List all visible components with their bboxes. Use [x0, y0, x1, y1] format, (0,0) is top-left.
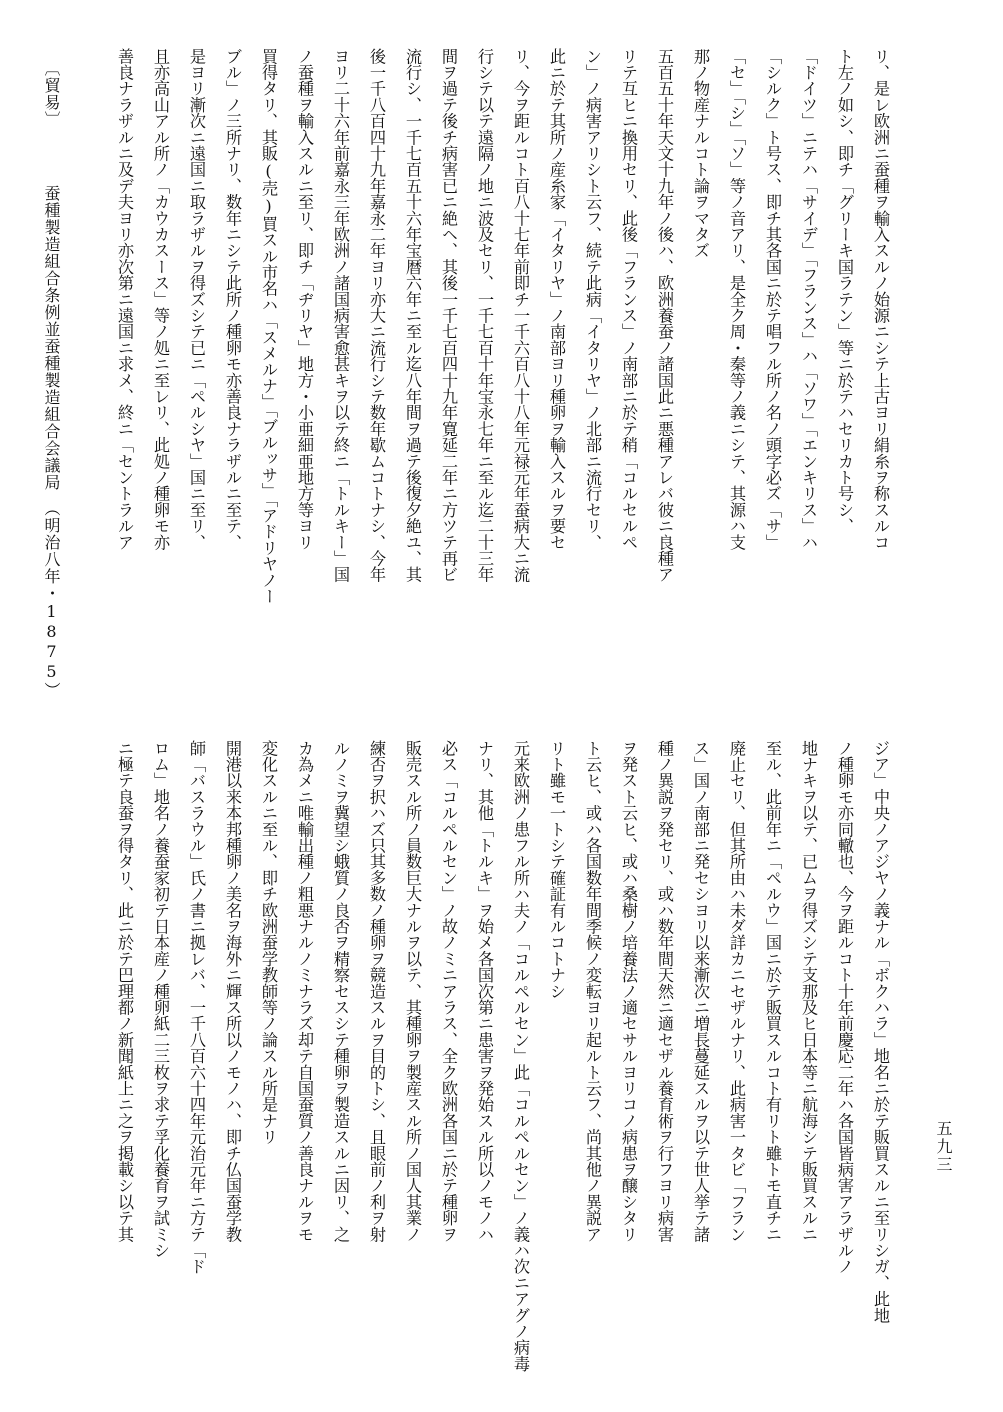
- lower-column-15: 練否ヲ択ハズ只其多数ノ種卵ヲ競造スルヲ目的トシ、且眼前ノ利ヲ射: [367, 740, 386, 1243]
- lower-column-8: ヲ発スト云ヒ、或ハ桑樹ノ培養法ノ適セサルヨリコノ病患ヲ醸シタリ: [619, 740, 638, 1243]
- upper-column-6: 那ノ物産ナルコト論ヲマタズ: [691, 48, 710, 259]
- upper-column-14: 流行シ、一千七百五十六年宝暦六年ニ至ル迄八年間ヲ過テ後復夕絶ユ、其: [403, 48, 422, 583]
- lower-column-21: ロム」地名ノ養蚕家初テ日本産ノ種卵紙二三枚ヲ求テ孚化養育ヲ試ミシ: [151, 740, 170, 1259]
- upper-column-16: ヨリ二十六年前嘉永三年欧洲ノ諸国病害愈甚キヲ以テ終ニ「トルキー」国: [331, 48, 350, 583]
- lower-column-20: 師「バスラウル」氏ノ書ニ拠レバ、一千八百六十四年元治元年ニ方テ「ド: [187, 740, 206, 1275]
- upper-column-22: 善良ナラザルニ及デ夫ヨリ亦次第ニ遠国ニ求メ、終ニ「セントラルア: [115, 48, 134, 551]
- upper-column-10: 此ニ於テ其所ノ産糸家「イタリヤ」ノ南部ヨリ種卵ヲ輸入スルヲ要セ: [547, 48, 566, 551]
- lower-column-2: ノ種卵モ亦同轍也、今ヲ距ルコト十年前慶応二年ハ各国皆病害アラザルノ: [835, 740, 854, 1275]
- lower-text-block: [106, 740, 898, 1380]
- upper-column-18: 買得タリ、其販(売)買スル市名ハ「スメルナ」「ブルッサ」「アドリヤノー: [259, 48, 278, 605]
- lower-column-19: 開港以来本邦種卵ノ美名ヲ海外ニ輝ス所以ノモノハ、即チ仏国蚕学教: [223, 740, 242, 1243]
- upper-text-block: [106, 48, 898, 678]
- lower-column-11: 元来欧洲ノ患フル所ハ夫ノ「コルペルセン」此「コルペルセン」ノ義ハ次ニアグノ病毒: [511, 740, 530, 1372]
- lower-column-6: ス」国ノ南部ニ発セシヨリ以来漸次ニ増長蔓延スルヲ以テ世人挙テ諸: [691, 740, 710, 1243]
- lower-column-4: 至ル、此前年ニ「ペルウ」国ニ於テ販買スルコト有リト雖トモ直チニ: [763, 740, 782, 1243]
- lower-column-14: 販売スル所ノ員数巨大ナルヲ以テ、其種卵ヲ製産スル所ノ国人其業ノ: [403, 740, 422, 1243]
- upper-column-3: 「ドイツ」ニテハ「サイデ」「フランス」ハ「ソワ」「エンキリス」ハ: [799, 48, 818, 551]
- lower-column-7: 種ノ異説ヲ発セリ、或ハ数年間天然ニ適セザル養育術ヲ行フヨリ病害: [655, 740, 674, 1243]
- upper-column-17: ノ蚕種ヲ輸入スルニ至リ、即チ「ヂリヤ」地方・小亜細亜地方等ヨリ: [295, 48, 314, 551]
- running-head-title: 蚕種製造組合条例並蚕種製造組合会議局: [42, 185, 61, 491]
- running-head-era: （明治八年・1875）: [42, 500, 61, 699]
- lower-column-16: ルノミヲ冀望シ蛾質ノ良否ヲ精察セスシテ種卵ヲ製造スルニ因リ、之: [331, 740, 350, 1243]
- lower-column-10: リト雖モ一トシテ確証有ルコトナシ: [547, 740, 566, 1000]
- lower-column-1: ジア」中央ノアジヤノ義ナル「ボクハラ」地名ニ於テ販買スルニ至リシガ、此地: [871, 740, 890, 1324]
- upper-column-7: 五百五十年天文十九年ノ後ハ、欧洲養蚕ノ諸国此ニ悪種アレバ彼ニ良種ア: [655, 48, 674, 583]
- lower-column-3: 地ナキヲ以テ、已ムヲ得ズシテ支那及ヒ日本等ニ航海シテ販買スルニ: [799, 740, 818, 1243]
- upper-column-21: 且亦高山アル所ノ「カウカスース」等ノ処ニ至レリ、此処ノ種卵モ亦: [151, 48, 170, 551]
- upper-column-13: 間ヲ過テ後チ病害已ニ絶ヘ、其後一千七百四十九年寛延二年ニ方ツテ再ビ: [439, 48, 458, 583]
- upper-column-15: 後一千八百四十九年嘉永二年ヨリ亦大ニ流行シテ数年歇ムコトナシ、今年: [367, 48, 386, 583]
- upper-column-9: ン」ノ病害アリシト云フ、続テ此病「イタリヤ」ノ北部ニ流行セリ、: [583, 48, 602, 551]
- upper-column-19: ブル」ノ三所ナリ、数年ニシテ此所ノ種卵モ亦善良ナラザルニ至テ、: [223, 48, 242, 551]
- lower-column-5: 廃止セリ、但其所由ハ未ダ詳カニセザルナリ、此病害一タビ「フラン: [727, 740, 746, 1243]
- upper-column-5: 「セ」「シ」「ソ」等ノ音アリ、是全ク周・秦等ノ義ニシテ、其源ハ支: [727, 48, 746, 551]
- upper-column-12: 行シテ以テ遠隔ノ地ニ波及セリ、一千七百十年宝永七年ニ至ル迄二十三年: [475, 48, 494, 583]
- upper-column-1: リ、是レ欧洲ニ蚕種ヲ輸入スルノ始源ニシテ上古ヨリ絹糸ヲ称スルコ: [871, 48, 890, 551]
- upper-column-20: 是ヨリ漸次ニ遠国ニ取ラザルヲ得ズシテ已ニ「ペルシヤ」国ニ至リ、: [187, 48, 206, 551]
- lower-column-18: 変化スルニ至ル、即チ欧洲蚕学教師等ノ論スル所是ナリ: [259, 740, 278, 1145]
- lower-column-22: ニ極テ良蚕ヲ得タリ、此ニ於テ巴理都ノ新聞紙上ニ之ヲ掲載シ以テ其: [115, 740, 134, 1243]
- upper-column-4: 「シルク」ト号ス、即チ其各国ニ於テ唱フル所ノ名ノ頭字必ズ「サ」: [763, 48, 782, 551]
- lower-column-9: ト云ヒ、或ハ各国数年間季候ノ変転ヨリ起ルト云フ、尚其他ノ異説ア: [583, 740, 602, 1243]
- upper-column-11: リ、今ヲ距ルコト百八十七年前即チ一千六百八十八年元禄元年蚕病大ニ流: [511, 48, 530, 583]
- section-label: 〔貿易〕: [42, 60, 61, 128]
- upper-column-2: ト左ノ如シ、即チ「グリーキ国ラテン」等ニ於テハセリカト号シ、: [835, 48, 854, 534]
- page-number: 五九三: [934, 1120, 953, 1174]
- lower-column-17: カ為メニ唯輸出種ノ粗悪ナルノミナラズ却テ自国蚕質ノ善良ナルヲモ: [295, 740, 314, 1243]
- lower-column-13: 必ス「コルペルセン」ノ故ノミニアラス、全ク欧洲各国ニ於テ種卵ヲ: [439, 740, 458, 1243]
- upper-column-8: リテ互ヒニ換用セリ、此後「フランス」ノ南部ニ於テ稍「コルセルペ: [619, 48, 638, 551]
- lower-column-12: ナリ、其他「トルキ」ヲ始メ各国次第ニ患害ヲ発始スル所以ノモノハ: [475, 740, 494, 1243]
